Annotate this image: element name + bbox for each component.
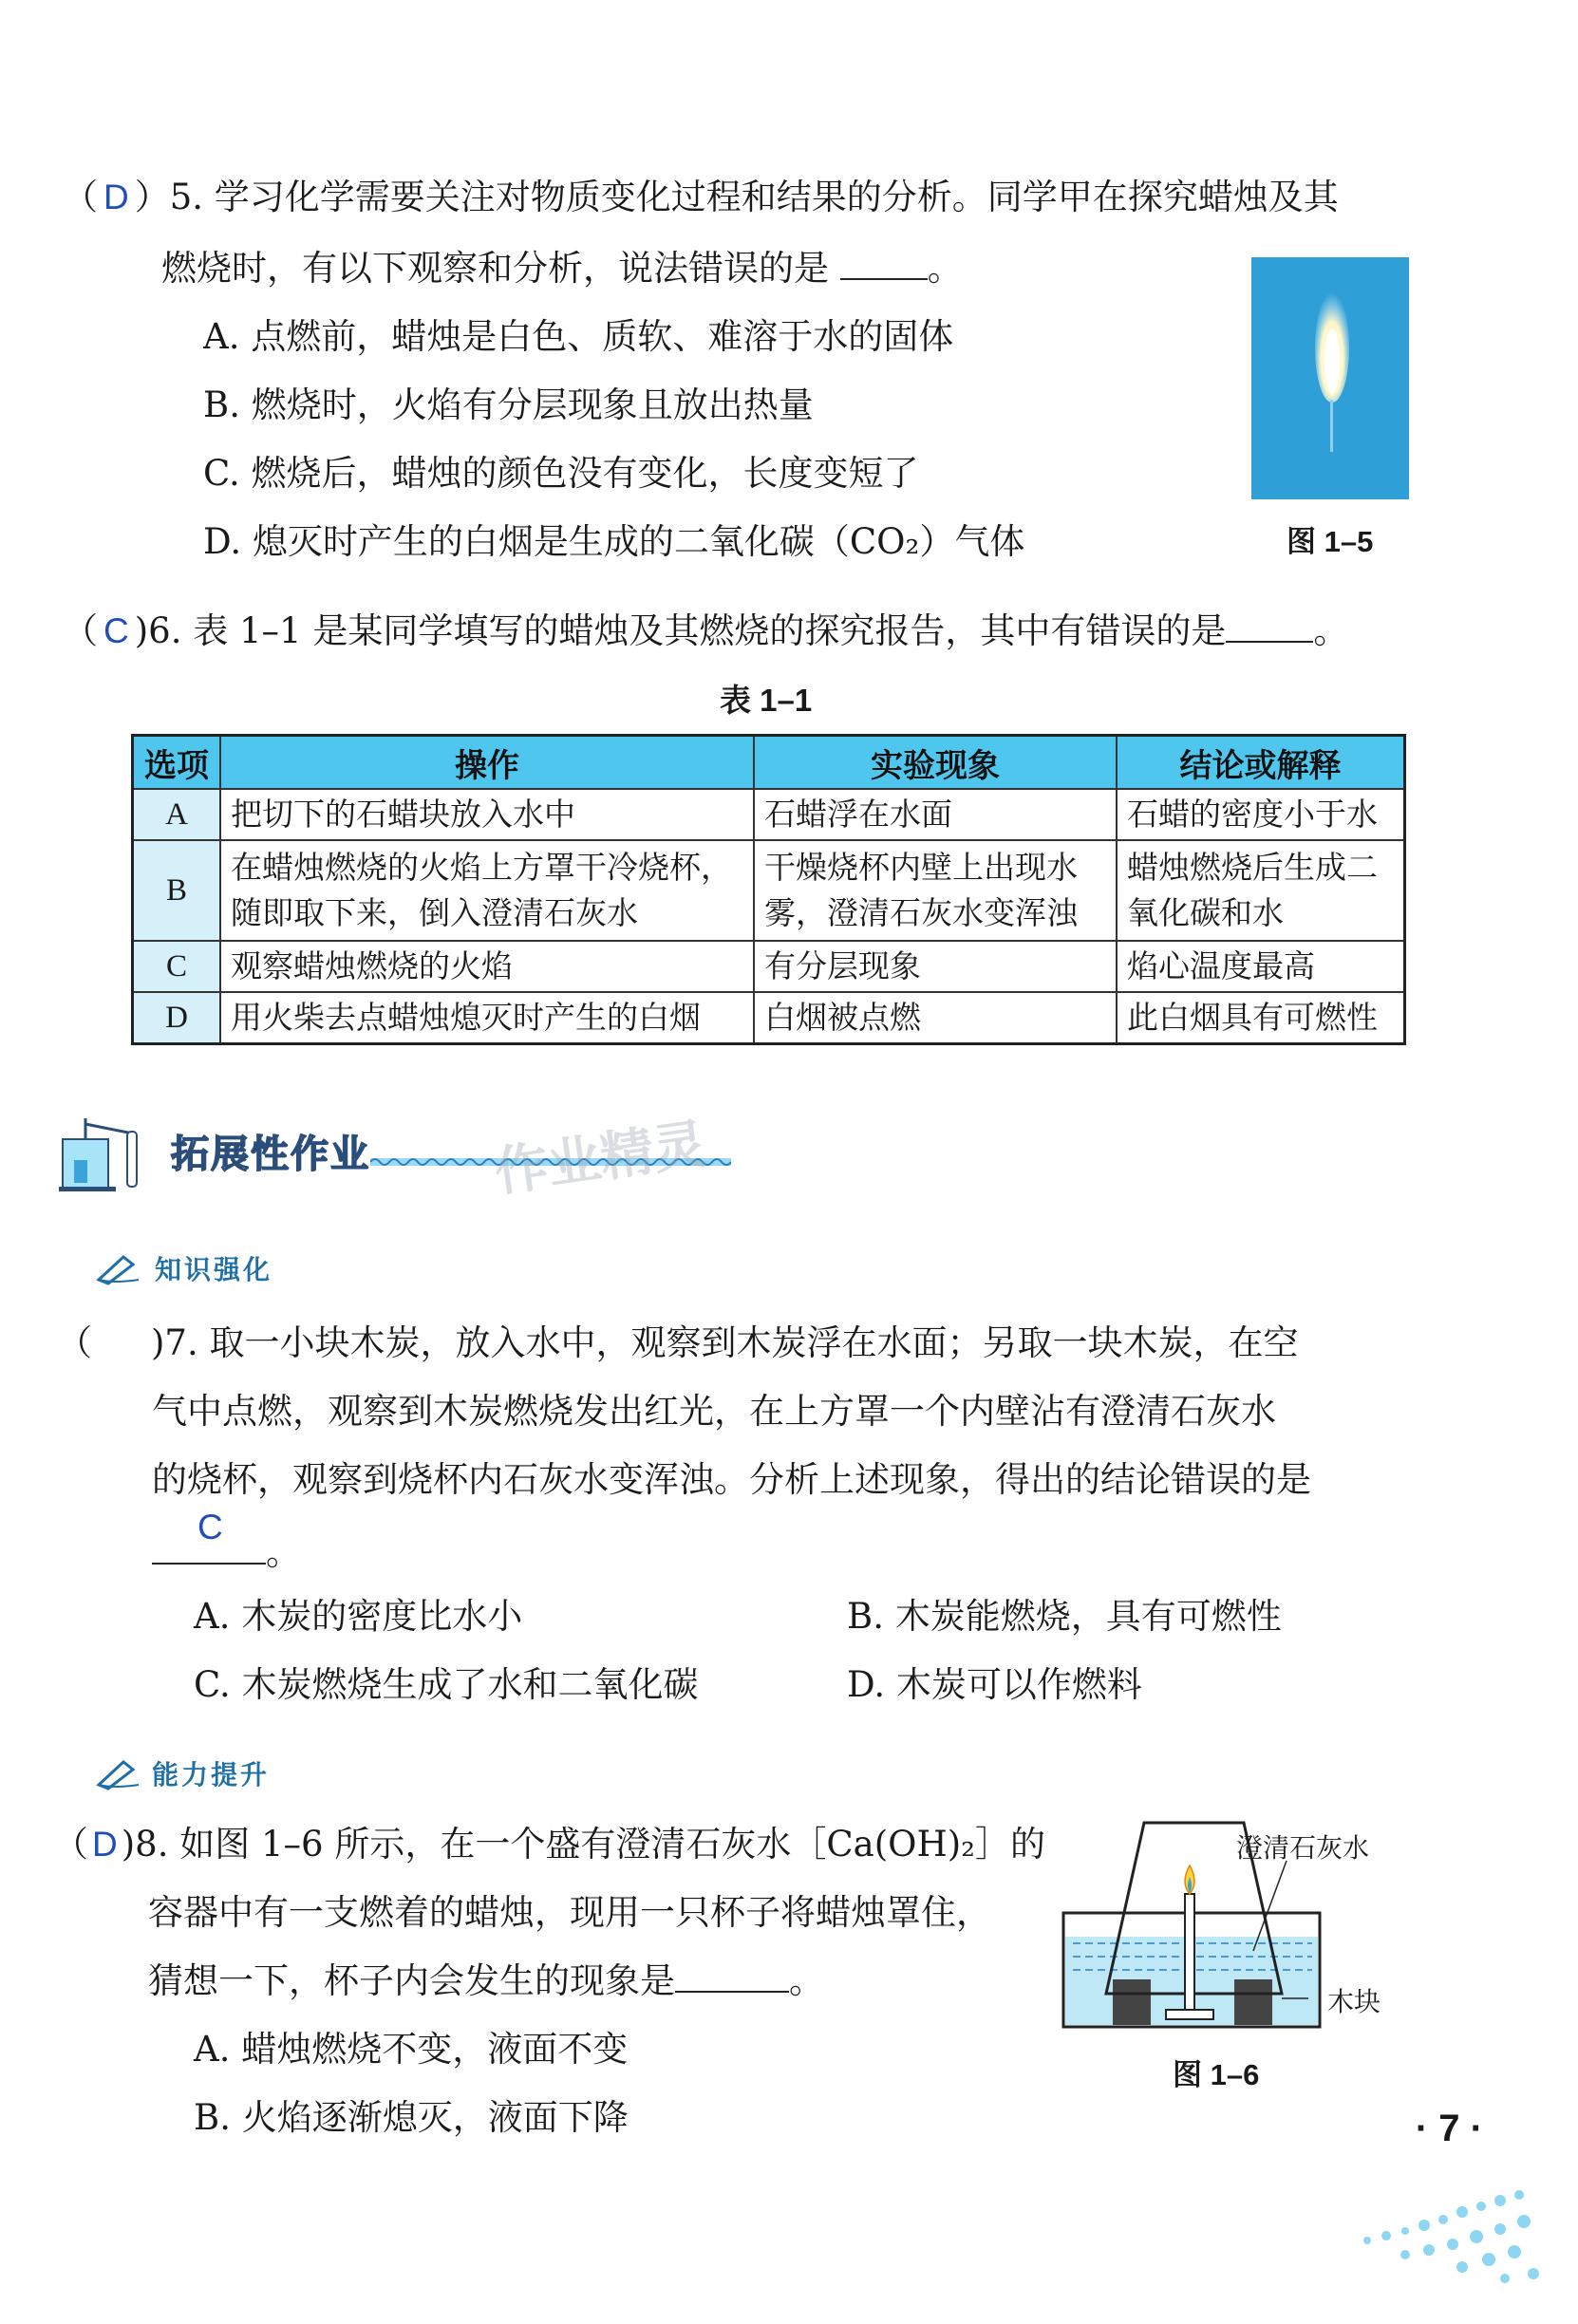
header-option: 选项 <box>133 736 221 790</box>
row-conclusion: 石蜡的密度小于水 <box>1117 789 1405 840</box>
q5-option-d: D. 熄灭时产生的白烟是生成的二氧化碳（CO₂）气体 <box>203 521 1025 562</box>
q7-line3: 的烧杯，观察到烧杯内石灰水变浑浊。分析上述现象，得出的结论错误的是 <box>152 1459 1311 1500</box>
row-operation: 在蜡烛燃烧的火焰上方罩干冷烧杯，随即取下来，倒入澄清石灰水 <box>220 840 754 941</box>
section-title: 拓展性作业 <box>171 1134 370 1175</box>
watermark: 作业精灵 <box>491 1113 710 1203</box>
label-limewater: 澄清石灰水 <box>1236 1832 1370 1864</box>
candle-flame-photo <box>1251 257 1409 499</box>
table-row <box>133 840 1405 941</box>
paren-close: ） <box>134 177 170 217</box>
paren-open: （ <box>57 1322 92 1363</box>
row-option: C <box>133 941 221 992</box>
q5-line2: 燃烧时，有以下观察和分析，说法错误的是 。 <box>161 248 963 289</box>
row-operation: 用火柴去点蜡烛熄灭时产生的白烟 <box>220 992 754 1044</box>
table-row <box>133 789 1405 840</box>
q7-line2: 气中点燃，观察到木炭燃烧发出红光，在上方罩一个内壁沾有澄清石灰水 <box>152 1391 1276 1432</box>
q7-option-c: C. 木炭燃烧生成了水和二氧化碳 <box>194 1664 699 1705</box>
q5-text-1: 5. 学习化学需要关注对物质变化过程和结果的分析。同学甲在探究蜡烛及其 <box>169 177 1339 217</box>
q7-line4: C 。 <box>152 1525 301 1577</box>
row-operation: 观察蜡烛燃烧的火焰 <box>220 941 754 992</box>
subheading-knowledge: 知识强化 <box>155 1255 273 1284</box>
q5-text-2: 燃烧时，有以下观察和分析，说法错误的是 <box>161 248 829 289</box>
flame-icon <box>1251 257 1409 499</box>
q8-blank <box>675 1959 789 1993</box>
q6-line: （ C )6. 表 1–1 是某同学填写的蜡烛及其燃烧的探究报告，其中有错误的是 。 <box>63 610 1349 651</box>
report-table <box>131 734 1406 1045</box>
q5-answer: D <box>103 178 129 216</box>
row-conclusion: 焰心温度最高 <box>1117 941 1405 992</box>
q7-line1 <box>57 1320 1299 1367</box>
table-row <box>133 941 1405 992</box>
q6-text: )6. 表 1–1 是某同学填写的蜡烛及其燃烧的探究报告，其中有错误的是 <box>134 610 1227 651</box>
row-phenomenon: 干燥烧杯内壁上出现水雾，澄清石灰水变浑浊 <box>754 840 1117 941</box>
decorative-dots <box>1348 2183 1548 2288</box>
q7-option-a: A. 木炭的密度比水小 <box>194 1596 523 1637</box>
subheading-ability: 能力提升 <box>152 1760 271 1790</box>
row-option: B <box>133 840 221 941</box>
q8-text-1: )8. 如图 1–6 所示，在一个盛有澄清石灰水［Ca(OH)₂］的 <box>121 1824 1046 1865</box>
q7-answer: C <box>197 1508 223 1546</box>
paren-open: （ <box>63 177 98 217</box>
q7-text-1: )7. 取一小块木炭，放入水中，观察到木炭浮在水面；另取一块木炭，在空 <box>151 1322 1299 1363</box>
q7-option-d: D. 木炭可以作燃料 <box>847 1664 1142 1705</box>
table-row <box>133 992 1405 1044</box>
row-operation: 把切下的石蜡块放入水中 <box>220 789 754 840</box>
row-conclusion: 蜡烛燃烧后生成二氧化碳和水 <box>1117 840 1405 941</box>
header-phenomenon: 实验现象 <box>754 736 1117 790</box>
q7-option-b: B. 木炭能燃烧，具有可燃性 <box>847 1596 1282 1637</box>
table-header-row <box>133 736 1405 790</box>
q5-option-c: C. 燃烧后，蜡烛的颜色没有变化，长度变短了 <box>203 453 919 494</box>
row-phenomenon: 石蜡浮在水面 <box>754 789 1117 840</box>
q5-blank <box>840 246 928 280</box>
lab-apparatus-icon <box>57 1111 152 1196</box>
header-operation: 操作 <box>220 736 754 790</box>
row-conclusion: 此白烟具有可燃性 <box>1117 992 1405 1044</box>
figure-1-5-caption: 图 1–5 <box>1287 525 1374 558</box>
q8-answer: D <box>92 1825 118 1864</box>
pen-icon <box>95 1756 142 1794</box>
q8-text-3: 猜想一下，杯子内会发生的现象是 <box>148 1960 675 2001</box>
table-1-1-caption: 表 1–1 <box>720 683 813 718</box>
q6-answer: C <box>103 611 129 650</box>
q8-option-b: B. 火焰逐渐熄灭，液面下降 <box>194 2097 629 2138</box>
q5-line1 <box>63 174 1339 221</box>
section-banner <box>57 1111 722 1203</box>
paren-open: （ <box>53 1824 88 1865</box>
page-number: · 7 · <box>1415 2108 1483 2149</box>
row-phenomenon: 白烟被点燃 <box>754 992 1117 1044</box>
label-wood-block: 木块 <box>1327 1986 1381 2017</box>
paren-open: （ <box>63 610 98 651</box>
q8-line1 <box>53 1821 1045 1868</box>
q8-option-a: A. 蜡烛燃烧不变，液面不变 <box>194 2029 629 2070</box>
figure-1-6 <box>1054 1809 1415 2036</box>
header-conclusion: 结论或解释 <box>1117 736 1405 790</box>
q6-blank <box>1226 609 1313 643</box>
q8-line2: 容器中有一支燃着的蜡烛，现用一只杯子将蜡烛罩住， <box>148 1892 991 1933</box>
q7-blank <box>152 1508 266 1565</box>
q8-line3: 猜想一下，杯子内会发生的现象是 。 <box>148 1960 824 2001</box>
row-option: A <box>133 789 221 840</box>
q5-option-a: A. 点燃前，蜡烛是白色、质软、难溶于水的固体 <box>203 316 954 357</box>
row-option: D <box>133 992 221 1044</box>
row-phenomenon: 有分层现象 <box>754 941 1117 992</box>
figure-1-6-caption: 图 1–6 <box>1173 2058 1260 2091</box>
q5-option-b: B. 燃烧时，火焰有分层现象且放出热量 <box>203 384 814 425</box>
pen-icon <box>95 1251 142 1289</box>
